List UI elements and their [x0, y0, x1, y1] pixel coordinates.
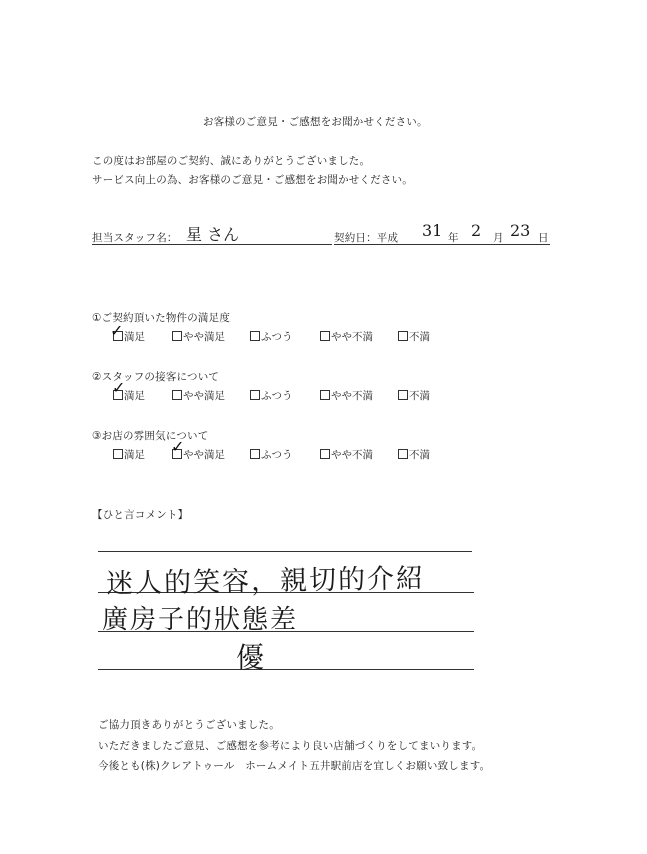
- contract-date-label: 契約日：平成: [334, 232, 399, 244]
- comment-rule-4: [98, 669, 474, 670]
- staff-underline: [92, 244, 332, 245]
- staff-label: 担当スタッフ名：: [92, 232, 178, 244]
- q3-option-5[interactable]: 不満: [398, 447, 430, 462]
- checkbox[interactable]: [172, 390, 182, 400]
- q3-option-4[interactable]: やや不満: [320, 447, 373, 462]
- checkbox[interactable]: [250, 449, 260, 459]
- checkbox[interactable]: [320, 331, 330, 341]
- closing-line-2: いただきましたご意見、ご感想を参考により良い店舗づくりをしてまいります。: [98, 740, 483, 752]
- checkbox[interactable]: [398, 390, 408, 400]
- checkbox[interactable]: [250, 331, 260, 341]
- check-mark-icon: ✓: [110, 321, 124, 340]
- question-3-title: ③お店の雰囲気について: [92, 430, 209, 442]
- contract-day: 23: [510, 221, 531, 240]
- form-title: お客様のご意見・ご感想をお聞かせください。: [203, 116, 428, 128]
- q3-option-2[interactable]: やや満足: [172, 447, 225, 462]
- q1-option-3[interactable]: ふつう: [250, 329, 293, 344]
- checkbox[interactable]: [172, 331, 182, 341]
- intro-line-2: サービス向上の為、お客様のご意見・ご感想をお聞かせください。: [92, 174, 413, 186]
- checkbox[interactable]: [320, 449, 330, 459]
- checkbox[interactable]: [398, 331, 408, 341]
- q1-option-4[interactable]: やや不満: [320, 329, 373, 344]
- intro-line-1: この度はお部屋のご契約、誠にありがとうございました。: [92, 155, 371, 167]
- q2-option-1[interactable]: 満足: [113, 388, 145, 403]
- closing-line-1: ご協力頂きありがとうございました。: [98, 719, 280, 731]
- q2-option-3[interactable]: ふつう: [250, 388, 293, 403]
- contract-date-underline: [334, 244, 550, 245]
- contract-month: 2: [471, 221, 482, 240]
- q2-option-4[interactable]: やや不満: [320, 388, 373, 403]
- comment-handwritten-line-2: 廣房子的狀態差: [102, 605, 299, 635]
- comment-rule-1: [98, 551, 472, 552]
- contract-day-unit: 日: [538, 232, 549, 244]
- checkbox[interactable]: [250, 390, 260, 400]
- checkbox[interactable]: [398, 449, 408, 459]
- q1-option-1[interactable]: 満足: [113, 329, 145, 344]
- check-mark-icon: ✓: [171, 437, 185, 456]
- q1-option-2[interactable]: やや満足: [172, 329, 225, 344]
- q2-option-5[interactable]: 不満: [398, 388, 430, 403]
- contract-year-unit: 年: [448, 232, 459, 244]
- checkbox[interactable]: [320, 390, 330, 400]
- closing-line-3: 今後とも(株)クレアトゥール ホームメイト五井駅前店を宜しくお願い致します。: [98, 760, 491, 772]
- q3-option-1[interactable]: 満足: [113, 447, 145, 462]
- comment-label: 【ひと言コメント】: [92, 509, 189, 521]
- q1-option-5[interactable]: 不満: [398, 329, 430, 344]
- question-2-title: ②スタッフの接客について: [92, 371, 220, 383]
- contract-month-unit: 月: [493, 232, 504, 244]
- comment-handwritten-line-3: 優: [236, 641, 265, 674]
- q3-option-3[interactable]: ふつう: [250, 447, 293, 462]
- q2-option-2[interactable]: やや満足: [172, 388, 225, 403]
- comment-handwritten-line-1: 迷人的笑容，親切的介紹: [105, 563, 426, 600]
- check-mark-icon: ✓: [112, 378, 126, 397]
- staff-name-handwritten: 星 さん: [186, 225, 240, 244]
- checkbox[interactable]: [113, 449, 123, 459]
- question-1-title: ①ご契約頂いた物件の満足度: [92, 312, 231, 324]
- contract-year: 31: [422, 221, 443, 240]
